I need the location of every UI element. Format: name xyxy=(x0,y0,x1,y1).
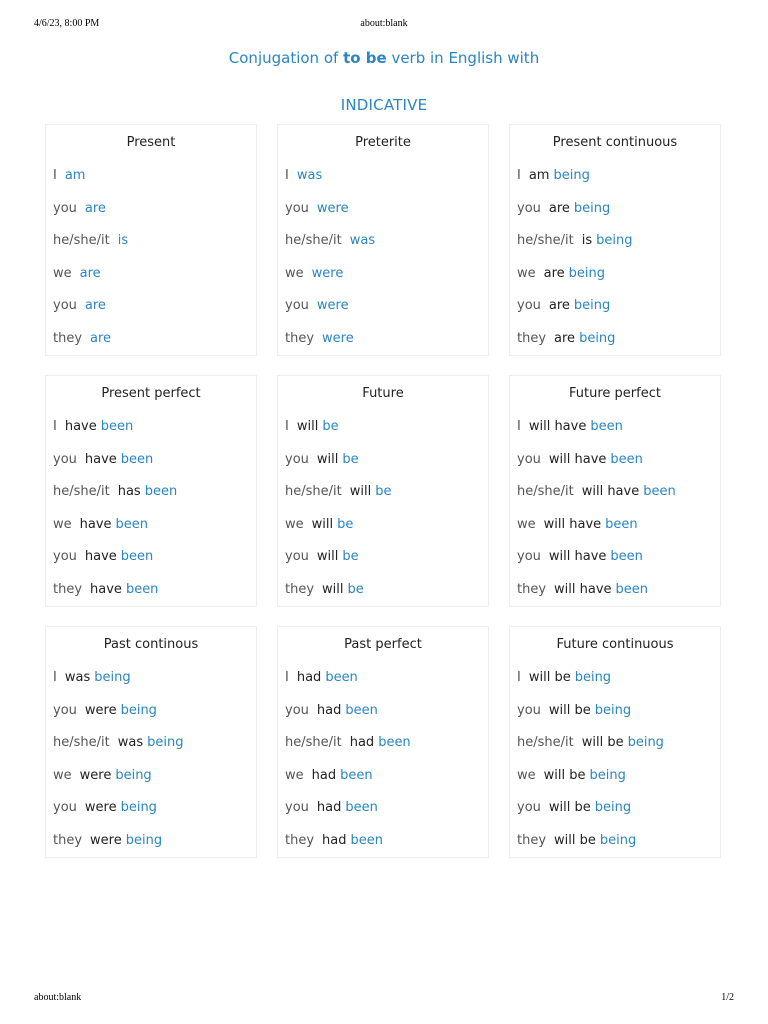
pronoun: they xyxy=(53,581,83,597)
pronoun: he/she/it xyxy=(53,233,110,249)
verb-form: being xyxy=(579,330,616,346)
conjugation-row xyxy=(53,290,256,323)
tense-card xyxy=(277,375,489,607)
print-date: 4/6/23, 8:00 PM xyxy=(34,18,100,29)
conjugation-row xyxy=(285,825,488,858)
verb-form: be xyxy=(342,451,359,467)
tense-title: Past continous xyxy=(103,637,199,652)
pronoun: he/she/it xyxy=(53,735,110,751)
auxiliary: was xyxy=(117,735,144,751)
verb-form: are xyxy=(84,298,106,314)
conjugation-row xyxy=(53,760,256,793)
pronoun: they xyxy=(53,330,83,346)
auxiliary: will be xyxy=(528,670,571,685)
pronoun: I xyxy=(517,419,521,434)
pronoun: we xyxy=(285,516,304,532)
conjugation-row xyxy=(53,727,256,760)
auxiliary: was xyxy=(64,670,91,685)
pronoun: I xyxy=(53,168,57,183)
pronoun: you xyxy=(285,200,309,216)
pronoun: you xyxy=(517,800,541,816)
conjugation-row xyxy=(285,509,488,542)
pronoun: you xyxy=(53,549,77,565)
pronoun: I xyxy=(53,419,57,434)
pronoun: we xyxy=(517,767,536,783)
verb-form: are xyxy=(79,265,101,281)
auxiliary: will xyxy=(311,516,334,532)
verb-form: being xyxy=(596,233,633,249)
verb-form: being xyxy=(594,702,632,718)
conjugation-row xyxy=(53,444,256,477)
conjugation-row xyxy=(285,225,488,258)
verb-form: be xyxy=(342,549,359,565)
conjugation-list xyxy=(278,155,488,356)
mood-heading: INDICATIVE xyxy=(340,96,428,114)
footer-url: about:blank xyxy=(34,992,82,1003)
verb-form: been xyxy=(610,549,643,565)
conjugation-row xyxy=(53,193,256,226)
verb-form: been xyxy=(605,516,638,532)
pronoun: I xyxy=(285,168,289,183)
conjugation-row xyxy=(285,160,488,193)
verb-form: being xyxy=(574,670,612,685)
conjugation-row xyxy=(285,411,488,444)
auxiliary: will be xyxy=(581,735,624,751)
conjugation-row xyxy=(517,695,720,728)
auxiliary: will have xyxy=(554,581,612,597)
pronoun: he/she/it xyxy=(285,735,342,751)
pronoun: they xyxy=(53,832,83,848)
verb-form: be xyxy=(322,419,339,434)
auxiliary: will xyxy=(316,549,339,565)
verb-form: been xyxy=(115,516,149,532)
pronoun: we xyxy=(53,767,72,783)
verb-form: was xyxy=(296,168,323,183)
conjugation-row xyxy=(517,541,720,574)
pronoun: we xyxy=(53,265,72,281)
conjugation-row xyxy=(285,258,488,291)
auxiliary: will be xyxy=(554,832,596,848)
pronoun: you xyxy=(53,800,77,816)
pronoun: he/she/it xyxy=(517,484,574,500)
conjugation-list xyxy=(46,155,256,356)
auxiliary: have xyxy=(84,549,117,565)
verb-form: be xyxy=(337,516,354,532)
pronoun: they xyxy=(517,330,547,346)
verb-form: being xyxy=(599,832,637,848)
verb-form: being xyxy=(147,735,184,751)
verb-form: been xyxy=(378,735,411,751)
verb-form: were xyxy=(311,265,344,281)
pronoun: I xyxy=(285,419,289,434)
verb-form: are xyxy=(84,200,106,216)
auxiliary: will have xyxy=(581,484,640,500)
verb-form: been xyxy=(120,549,154,565)
pronoun: we xyxy=(517,516,536,532)
auxiliary: is xyxy=(581,233,593,249)
verb-form: were xyxy=(316,200,349,216)
pronoun: you xyxy=(517,451,541,467)
auxiliary: will xyxy=(316,451,339,467)
verb-form: being xyxy=(573,298,611,314)
pronoun: you xyxy=(53,451,77,467)
pronoun: you xyxy=(53,298,77,314)
auxiliary: were xyxy=(84,800,117,816)
conjugation-row xyxy=(53,160,256,193)
print-url: about:blank xyxy=(360,18,408,29)
verb-form: being xyxy=(94,670,131,685)
tense-card xyxy=(509,626,721,858)
verb-form: been xyxy=(125,581,159,597)
auxiliary: will have xyxy=(528,419,587,434)
verb-form: are xyxy=(90,330,112,346)
pronoun: I xyxy=(517,670,521,685)
title-prefix: Conjugation of xyxy=(228,49,344,67)
auxiliary: had xyxy=(316,702,342,718)
tense-title: Future perfect xyxy=(569,386,661,401)
verb-form: being xyxy=(553,168,590,183)
verb-form: been xyxy=(345,702,378,718)
tense-card xyxy=(509,124,721,356)
conjugation-row xyxy=(517,476,720,509)
conjugation-row xyxy=(53,825,256,858)
conjugation-row xyxy=(285,541,488,574)
conjugation-row xyxy=(285,290,488,323)
conjugation-row xyxy=(53,476,256,509)
pronoun: I xyxy=(285,670,289,685)
auxiliary: will be xyxy=(548,800,591,816)
conjugation-row xyxy=(517,574,720,607)
conjugation-list xyxy=(510,657,720,858)
conjugation-row xyxy=(285,792,488,825)
conjugation-row xyxy=(53,792,256,825)
auxiliary: will have xyxy=(548,451,607,467)
verb-form: been xyxy=(610,451,643,467)
verb-form: be xyxy=(375,484,392,500)
verb-form: being xyxy=(594,800,632,816)
conjugation-row xyxy=(53,574,256,607)
pronoun: you xyxy=(517,298,541,314)
tense-title: Preterite xyxy=(355,135,411,150)
pronoun: you xyxy=(517,549,541,565)
pronoun: we xyxy=(285,265,304,281)
pronoun: you xyxy=(53,200,77,216)
pronoun: you xyxy=(517,702,541,718)
conjugation-row xyxy=(517,290,720,323)
tense-card xyxy=(277,124,489,356)
auxiliary: had xyxy=(316,800,342,816)
auxiliary: will be xyxy=(548,702,591,718)
pronoun: they xyxy=(285,330,315,346)
verb-form: been xyxy=(345,800,378,816)
pronoun: we xyxy=(53,516,72,532)
conjugation-row xyxy=(285,444,488,477)
conjugation-row xyxy=(517,662,720,695)
pronoun: he/she/it xyxy=(517,233,574,249)
verb-form: is xyxy=(117,233,129,249)
conjugation-row xyxy=(285,574,488,607)
pronoun: they xyxy=(517,832,547,848)
conjugation-row xyxy=(517,509,720,542)
auxiliary: has xyxy=(117,484,141,500)
pronoun: they xyxy=(285,832,315,848)
conjugation-row xyxy=(517,258,720,291)
conjugation-list xyxy=(278,406,488,607)
pronoun: he/she/it xyxy=(517,735,574,751)
tense-card xyxy=(45,375,257,607)
auxiliary: will have xyxy=(548,549,607,565)
conjugation-list xyxy=(510,406,720,607)
auxiliary: are xyxy=(548,298,570,314)
conjugation-row xyxy=(53,541,256,574)
conjugation-row xyxy=(53,662,256,695)
auxiliary: have xyxy=(79,516,112,532)
auxiliary: had xyxy=(311,767,337,783)
conjugation-row xyxy=(53,225,256,258)
conjugation-row xyxy=(517,323,720,356)
conjugation-row xyxy=(517,160,720,193)
title-suffix: verb in English with xyxy=(386,49,540,67)
verb-form: being xyxy=(120,702,157,718)
conjugation-list xyxy=(510,155,720,356)
conjugation-row xyxy=(285,727,488,760)
verb-form: am xyxy=(64,168,86,183)
pronoun: we xyxy=(517,265,536,281)
verb-form: been xyxy=(144,484,178,500)
verb-form: been xyxy=(120,451,154,467)
verb-form: being xyxy=(115,767,152,783)
conjugation-list xyxy=(278,657,488,858)
conjugation-row xyxy=(53,509,256,542)
pronoun: you xyxy=(285,702,309,718)
tense-title: Past perfect xyxy=(344,637,422,652)
conjugation-row xyxy=(285,323,488,356)
conjugation-row xyxy=(285,760,488,793)
tense-card xyxy=(45,626,257,858)
tense-card xyxy=(45,124,257,356)
verb-form: been xyxy=(590,419,623,434)
conjugation-list xyxy=(46,406,256,607)
auxiliary: will xyxy=(296,419,319,434)
verb-form: was xyxy=(349,233,376,249)
pronoun: you xyxy=(53,702,77,718)
conjugation-row xyxy=(517,760,720,793)
conjugation-row xyxy=(285,662,488,695)
pronoun: they xyxy=(517,581,547,597)
auxiliary: had xyxy=(349,735,375,751)
tense-title: Present xyxy=(126,135,176,150)
auxiliary: am xyxy=(528,168,550,183)
conjugation-row xyxy=(517,727,720,760)
tense-title: Present continuous xyxy=(552,135,678,150)
verb-form: been xyxy=(643,484,676,500)
auxiliary: had xyxy=(322,832,347,848)
conjugation-list xyxy=(46,657,256,858)
pronoun: you xyxy=(285,800,309,816)
verb-form: being xyxy=(568,265,606,281)
page-number: 1/2 xyxy=(721,992,734,1003)
conjugation-row xyxy=(517,225,720,258)
verb-form: being xyxy=(125,832,163,848)
conjugation-row xyxy=(53,411,256,444)
auxiliary: will be xyxy=(543,767,586,783)
auxiliary: have xyxy=(64,419,97,434)
conjugation-row xyxy=(517,411,720,444)
pronoun: he/she/it xyxy=(285,484,342,500)
conjugation-row xyxy=(285,476,488,509)
auxiliary: had xyxy=(296,670,322,685)
verb-form: being xyxy=(120,800,157,816)
auxiliary: have xyxy=(90,581,122,597)
pronoun: you xyxy=(517,200,541,216)
auxiliary: were xyxy=(79,767,112,783)
conjugation-row xyxy=(285,193,488,226)
pronoun: he/she/it xyxy=(285,233,342,249)
auxiliary: will xyxy=(322,581,344,597)
tense-title: Future continuous xyxy=(556,637,674,652)
conjugation-row xyxy=(285,695,488,728)
verb-form: being xyxy=(627,735,664,751)
auxiliary: were xyxy=(84,702,117,718)
auxiliary: have xyxy=(84,451,117,467)
verb-form: been xyxy=(100,419,134,434)
verb-form: being xyxy=(589,767,626,783)
tense-title: Present perfect xyxy=(101,386,201,401)
conjugation-row xyxy=(53,258,256,291)
conjugation-row xyxy=(517,792,720,825)
tense-card xyxy=(277,626,489,858)
tense-title: Future xyxy=(362,386,404,401)
verb-form: been xyxy=(615,581,649,597)
pronoun: you xyxy=(285,451,309,467)
pronoun: they xyxy=(285,581,315,597)
verb-form: be xyxy=(347,581,364,597)
page-title xyxy=(0,49,768,67)
auxiliary: were xyxy=(90,832,122,848)
verb-form: been xyxy=(340,767,373,783)
conjugation-row xyxy=(517,444,720,477)
auxiliary: are xyxy=(554,330,576,346)
pronoun: you xyxy=(285,549,309,565)
pronoun: he/she/it xyxy=(53,484,110,500)
title-verb: to be xyxy=(343,49,387,67)
conjugation-row xyxy=(53,323,256,356)
pronoun: I xyxy=(53,670,57,685)
auxiliary: will have xyxy=(543,516,602,532)
pronoun: you xyxy=(285,298,309,314)
auxiliary: will xyxy=(349,484,372,500)
pronoun: we xyxy=(285,767,304,783)
auxiliary: are xyxy=(543,265,565,281)
verb-form: been xyxy=(350,832,383,848)
verb-form: been xyxy=(325,670,358,685)
tense-card xyxy=(509,375,721,607)
tense-grid xyxy=(45,124,721,858)
pronoun: I xyxy=(517,168,521,183)
verb-form: were xyxy=(322,330,354,346)
conjugation-row xyxy=(517,825,720,858)
conjugation-row xyxy=(517,193,720,226)
conjugation-row xyxy=(53,695,256,728)
auxiliary: are xyxy=(548,200,570,216)
verb-form: being xyxy=(573,200,611,216)
verb-form: were xyxy=(316,298,349,314)
